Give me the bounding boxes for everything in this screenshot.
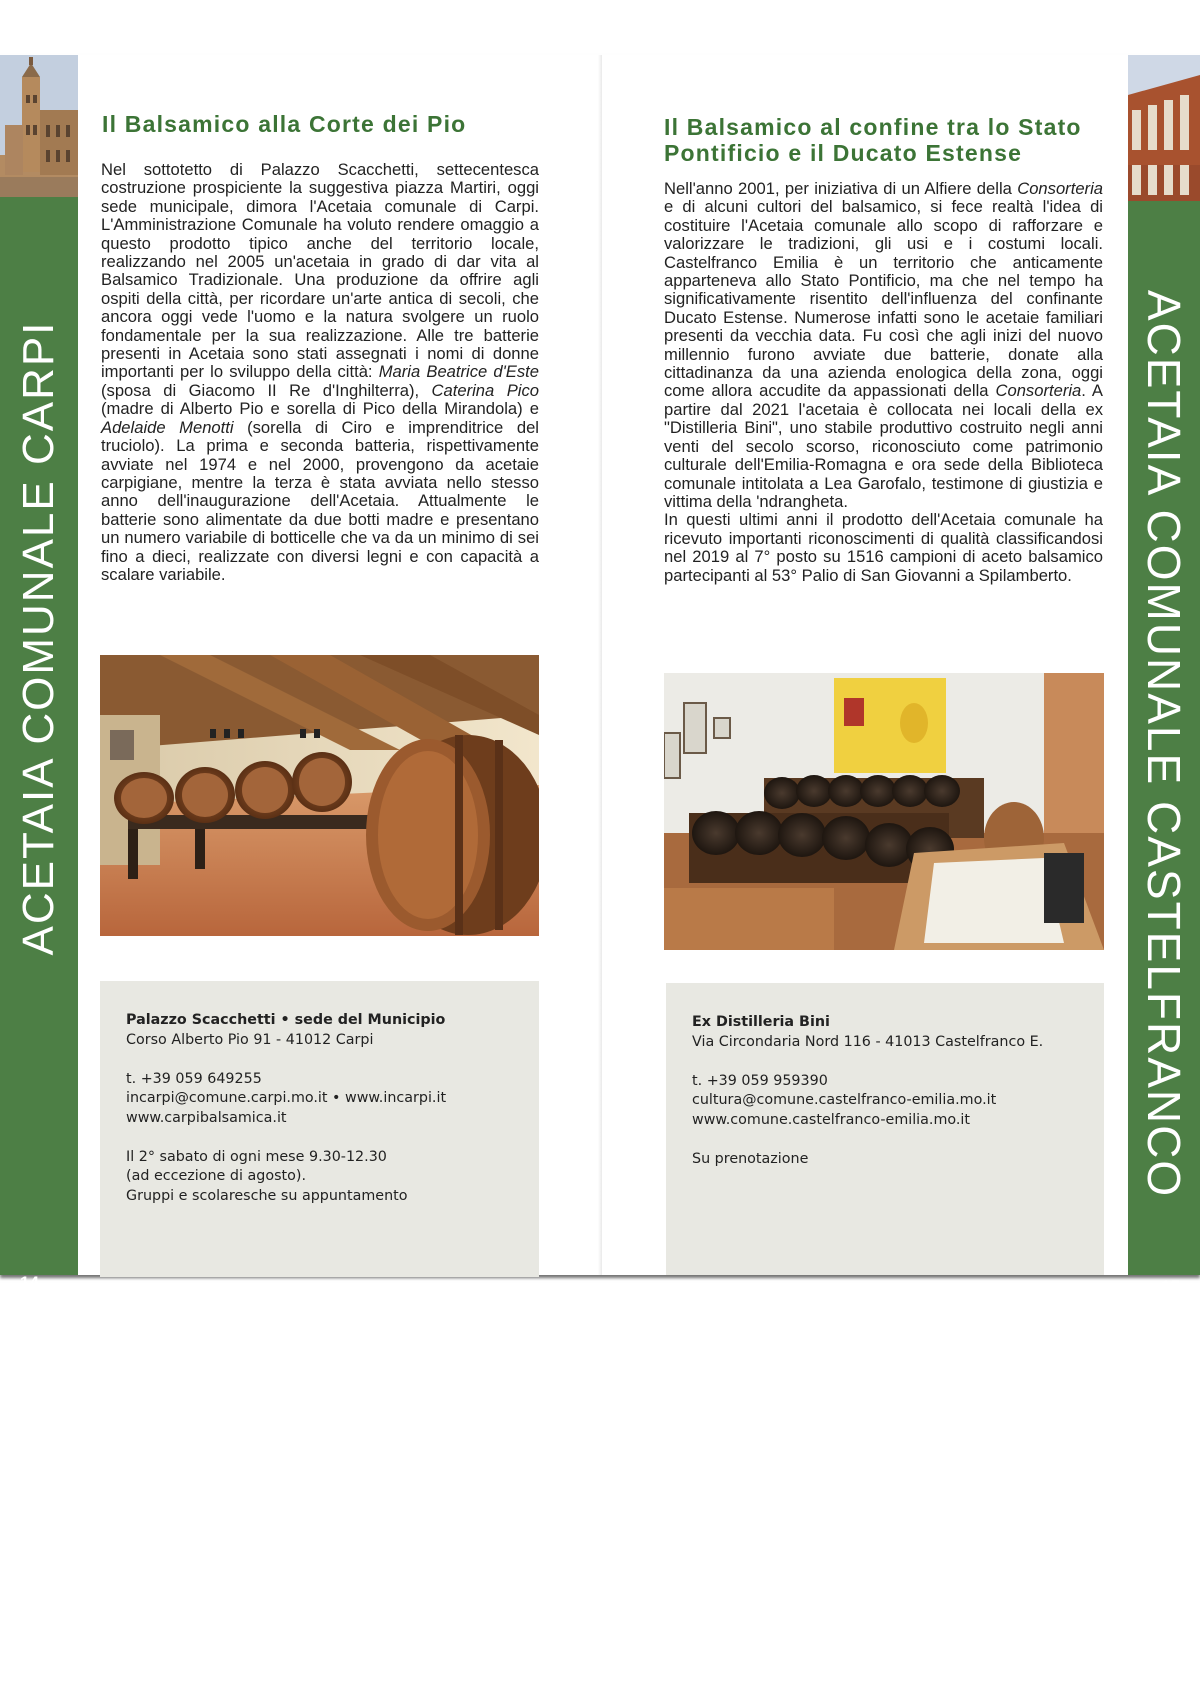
email-link[interactable]: incarpi@comune.carpi.mo.it • www.incarpi.it bbox=[126, 1090, 447, 1106]
page-title: Il Balsamico al confine tra lo Stato Pontificio e il Ducato Estense bbox=[664, 114, 1082, 166]
tower-photo bbox=[0, 55, 78, 197]
contact-box bbox=[666, 983, 1104, 1275]
page-number: 14 bbox=[20, 1273, 39, 1292]
italic-name: Caterina Pico bbox=[431, 380, 539, 400]
italic-name: Adelaide Menotti bbox=[101, 417, 234, 437]
italic-term: Consorteria bbox=[1017, 179, 1103, 198]
spacer bbox=[126, 1128, 527, 1148]
booking-note: Su prenotazione bbox=[692, 1150, 809, 1167]
opening-hours-note: (ad eccezione di agosto). bbox=[126, 1168, 306, 1184]
phone: t. +39 059 649255 bbox=[126, 1070, 262, 1087]
paragraph: In questi ultimi anni il prodotto dell'Acetaia comunale ha ricevuto importanti riconoscimenti di qualità classificandosi nel 2019 al 7° posto su 1516 campioni di aceto balsamico partecipanti al 53° Palio di San Giovanni a Spilamberto. bbox=[664, 510, 1103, 585]
spacer bbox=[126, 1050, 527, 1070]
spacer bbox=[692, 1052, 1092, 1072]
body-text bbox=[101, 161, 539, 584]
venue-title: Palazzo Scacchetti • sede del Municipio bbox=[126, 1012, 446, 1028]
venue-title: Ex Distilleria Bini bbox=[692, 1014, 830, 1030]
italic-term: Consorteria bbox=[995, 381, 1082, 401]
text-run: Nell'anno 2001, per iniziativa di un Alfiere della bbox=[664, 179, 1018, 198]
website-link[interactable]: www.comune.castelfranco-emilia.mo.it bbox=[692, 1111, 971, 1128]
text-run: Nel sottotetto di Palazzo Scacchetti, settecentesca costruzione prospiciente la suggestiva piazza Martiri, oggi sede municipale, dimora l'Acetaia comunale di Carpi. L'Amministrazione Comunale ha voluto rendere omaggio a questo prodotto tipico anche del territorio locale, realizzando nel 2005 un'acetaia in grado di dar vita al Balsamico Tradizionale. Una produzione da offrire agli ospiti della città, per ricordare un'arte antica di secoli, che ancora oggi vede l'uomo e la natura svolgere un ruolo fondamentale per la sua realizzazione. Alle tre batterie presenti in Acetaia sono stati assegnati i nomi di donne importanti per lo sviluppo della città: bbox=[101, 160, 539, 382]
italic-name: Maria Beatrice d'Este bbox=[378, 362, 540, 382]
text-run: (madre di Alberto Pio e sorella di Pico della Mirandola) e bbox=[101, 399, 539, 419]
address: Corso Alberto Pio 91 - 41012 Carpi bbox=[126, 1031, 374, 1048]
phone: t. +39 059 959390 bbox=[692, 1072, 828, 1089]
contact-box bbox=[100, 981, 539, 1277]
side-title-castelfranco: ACETAIA COMUNALE CASTELFRANCO bbox=[1138, 289, 1190, 1199]
paragraph bbox=[101, 161, 539, 584]
text-run: . A partire dal 2021 l'acetaia è collocata nei locali della ex "Distilleria Bini", uno stabile produttivo costruito negli anni venti del secolo scorso, riconosciuto come patrimonio culturale dell'Emilia-Romagna e ora sede della Biblioteca comunale intitolata a Lea Garofalo, testimone di giustizia e vittima della 'ndrangheta. bbox=[664, 381, 1103, 511]
text-run: e di alcuni cultori del balsamico, si fece realtà l'idea di costituire l'Acetaia comunale allo scopo di rafforzare e valorizzare le tradizioni, gli usi e i costumi locali. Castelfranco Emilia è un territorio che anticamente apparteneva allo Stato Pontificio, ma che nel tempo ha significativamente risentito dell'influenza del confinante Ducato Estense. Numerose infatti sono le acetaie familiari presenti da vecchia data. Fu così che agli inizi del nuovo millennio furono avviate due batterie, donate alla cittadinanza da una azienda enologica della zona, oggi come allora accudite da appassionati della bbox=[664, 197, 1103, 401]
distillery-photo bbox=[1128, 55, 1200, 201]
groups-note: Gruppi e scolaresche su appuntamento bbox=[126, 1187, 408, 1204]
text-run: (sposa di Giacomo II Re d'Inghilterra), bbox=[101, 380, 432, 400]
side-title-carpi: ACETAIA COMUNALE CARPI bbox=[14, 320, 63, 956]
paragraph bbox=[664, 180, 1103, 511]
opening-hours: Il 2° sabato di ogni mese 9.30-12.30 bbox=[126, 1148, 387, 1165]
barrels-attic-photo bbox=[100, 655, 539, 936]
page-number: 15 bbox=[1161, 1277, 1180, 1296]
body-text bbox=[664, 180, 1103, 585]
barrels-room-photo bbox=[664, 673, 1104, 950]
address: Via Circondaria Nord 116 - 41013 Castelfranco E. bbox=[692, 1033, 1044, 1050]
text-run: (sorella di Ciro e imprenditrice del truciolo). La prima e seconda batteria, rispettivamente avviate nel 1974 e nel 2000, provengono da acetaie carpigiane, mentre la terza è stata avviata nello stesso anno dell'inaugurazione dell'Acetaia. Attualmente le batterie sono alimentate da due botti madre e presentano un numero variabile di botticelle che va da un minimo di sei fino a dieci, realizzate con diversi legni e con capacità a scalare variabile. bbox=[101, 417, 539, 584]
website-link[interactable]: www.carpibalsamica.it bbox=[126, 1109, 287, 1126]
email-link[interactable]: cultura@comune.castelfranco-emilia.mo.it bbox=[692, 1092, 997, 1108]
spacer bbox=[692, 1130, 1092, 1150]
page-title: Il Balsamico alla Corte dei Pio bbox=[102, 111, 467, 137]
